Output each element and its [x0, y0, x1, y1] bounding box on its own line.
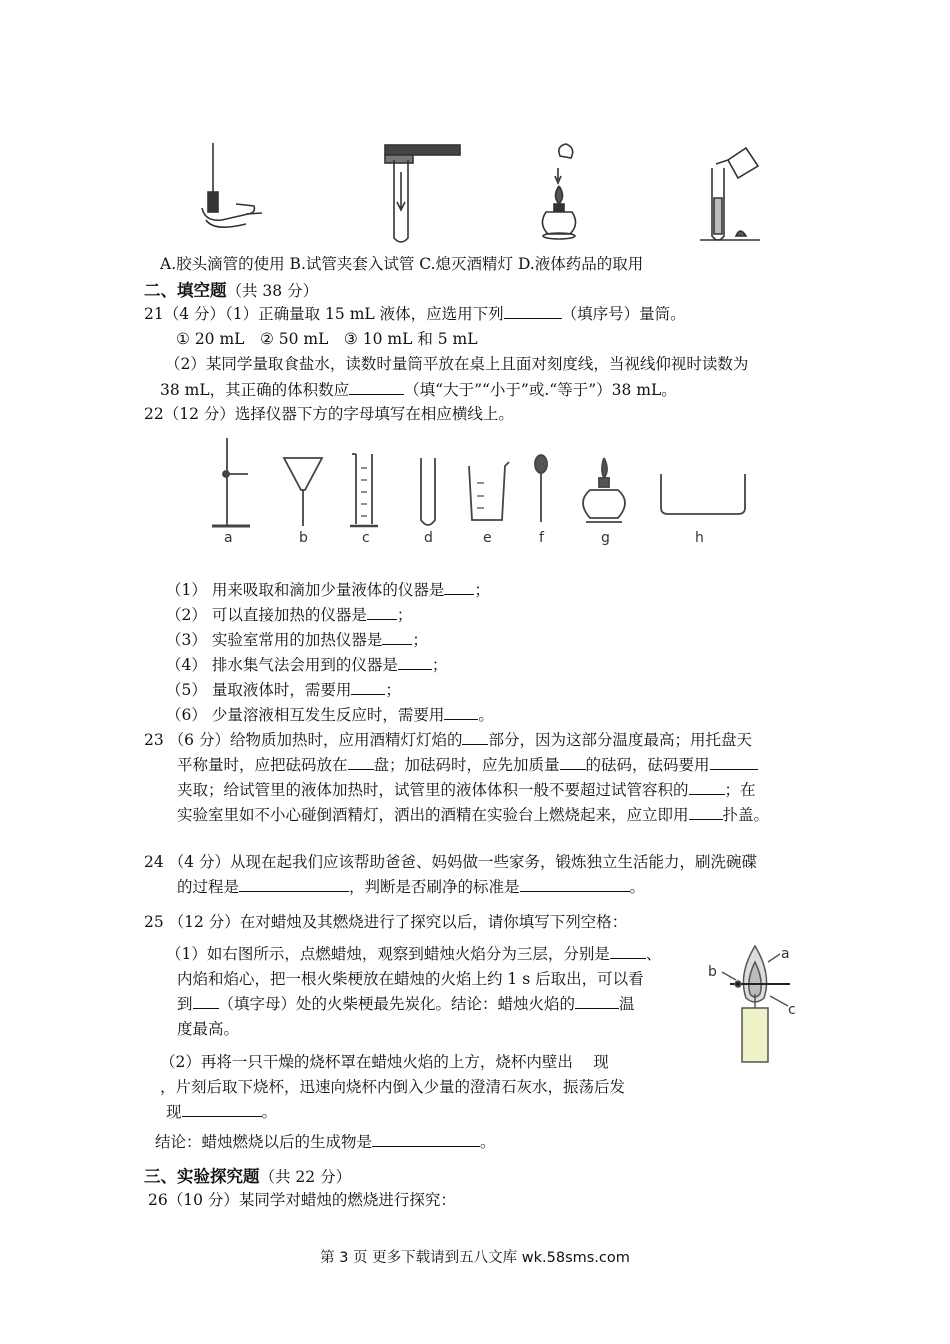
section-3-score: （共 22 分）: [259, 1168, 352, 1186]
q22-item-text: 量取液体时，需要用: [211, 681, 352, 699]
candle-flame-figure: [700, 940, 810, 1070]
q25-p1-line-1: [166, 942, 661, 964]
q22-item-num: （6）: [166, 706, 207, 724]
q25-text: （1）如右图所示，点燃蜡烛，观察到蜡烛火焰分为三层，分别是: [166, 945, 610, 963]
q22-item-5: [166, 678, 401, 700]
q24-text: 。: [629, 878, 646, 896]
q23-line-1: [144, 728, 752, 750]
q22-item-4: [166, 653, 447, 675]
q25-text: 。: [480, 1133, 496, 1151]
q22-item-text: 可以直接加热的仪器是: [211, 606, 367, 624]
section-2-title: 二、填空题: [144, 281, 227, 300]
flame-label-b: b: [708, 964, 717, 980]
q21-part2-text-2: （填“大于”“小于”或.“等于”）38 mL。: [404, 381, 677, 399]
apparatus-label-b: b: [299, 530, 308, 546]
q21-part2-line2: [160, 378, 677, 400]
q22-item-end: ；: [474, 581, 490, 599]
q25-text: 现: [166, 1103, 182, 1121]
q25-blank-4[interactable]: [182, 1101, 262, 1118]
q22-item-end: ；: [385, 681, 401, 699]
q25-p2-line-1: （2）再将一只干燥的烧杯罩在蜡烛火焰的上方，烧杯内壁出 现: [160, 1053, 609, 1071]
top-figure-caption: A.胶头滴管的使用 B.试管夹套入试管 C.熄灭酒精灯 D.液体药品的取用: [160, 255, 644, 273]
q21-blank-1[interactable]: [504, 303, 562, 320]
q25-blank-1[interactable]: [610, 943, 646, 960]
q23-text: 夹取；给试管里的液体加热时，试管里的液体体积一般不要超过试管容积的: [177, 781, 689, 799]
q22-item-end: ；: [396, 606, 413, 624]
q25-blank-5[interactable]: [372, 1131, 480, 1148]
q22-item-end: 。: [478, 706, 494, 724]
q23-line-4: [177, 803, 769, 825]
dropper-icon: [535, 455, 547, 522]
q25-p2-line-3: [166, 1100, 277, 1122]
q21-options: ① 20 mL ② 50 mL ③ 10 mL 和 5 mL: [176, 330, 478, 348]
q24-text: ，判断是否刷净的标准是: [349, 878, 520, 896]
q21-blank-2[interactable]: [349, 379, 404, 396]
q23-blank-2[interactable]: [348, 754, 374, 771]
q25-conclusion: [155, 1130, 496, 1152]
q22-blank-4[interactable]: [398, 654, 432, 671]
q24-line-2: [177, 875, 645, 897]
q23-text: 盘；加砝码时，应先加质量: [373, 756, 560, 774]
flame-label-a: a: [781, 946, 790, 962]
dropper-use-illustration: [202, 143, 262, 227]
test-tube-icon: [421, 458, 435, 525]
q25-text: 到: [177, 995, 193, 1013]
q25-blank-2[interactable]: [193, 993, 219, 1010]
q22-stem: 22（12 分）选择仪器下方的字母填写在相应横线上。: [144, 405, 514, 423]
q24-text: 的过程是: [177, 878, 240, 896]
q22-item-num: （3）: [166, 631, 207, 649]
q23-text: 的砝码，砝码要用: [585, 756, 710, 774]
q22-blank-2[interactable]: [367, 604, 397, 621]
q23-line-3: [177, 778, 756, 800]
q25-text: 结论：蜡烛燃烧以后的生成物是: [155, 1133, 373, 1151]
apparatus-label-e: e: [483, 530, 492, 546]
q23-text: 23 （6 分）给物质加热时，应用酒精灯灯焰的: [144, 731, 463, 749]
q23-blank-5[interactable]: [689, 779, 725, 796]
alcohol-lamp-icon: [583, 458, 625, 522]
q23-text: 扑盖。: [722, 806, 770, 824]
apparatus-label-g: g: [601, 530, 610, 546]
q25-stem: 25 （12 分）在对蜡烛及其燃烧进行了探究以后，请你填写下列空格：: [144, 913, 628, 931]
q22-item-6: [166, 703, 494, 725]
q22-blank-3[interactable]: [382, 629, 412, 646]
q23-text: 平称量时，应把砝码放在: [177, 756, 348, 774]
top-operations-figure: [0, 0, 950, 260]
q25-text: （填字母）处的火柴梗最先炭化。结论：蜡烛火焰的: [218, 995, 576, 1013]
section-3-title: 三、实验探究题: [144, 1167, 260, 1186]
section-2-score: （共 38 分）: [226, 282, 319, 300]
tube-clamp-illustration: [385, 145, 460, 242]
q23-text: 实验室里如不小心碰倒酒精灯，洒出的酒精在实验台上燃烧起来，应立即用: [177, 806, 689, 824]
q22-blank-6[interactable]: [444, 704, 478, 721]
q24-blank-1[interactable]: [239, 876, 349, 893]
apparatus-label-f: f: [539, 530, 544, 546]
q22-blank-1[interactable]: [444, 579, 474, 596]
q23-blank-4[interactable]: [710, 754, 758, 771]
q22-item-num: （4）: [166, 656, 207, 674]
q22-item-1: [166, 578, 490, 600]
q22-item-num: （5）: [166, 681, 207, 699]
q25-p1-line-2: 内焰和焰心，把一根火柴梗放在蜡烛的火焰上约 1 s 后取出，可以看: [177, 970, 644, 988]
q25-text: 、: [645, 945, 662, 963]
q26-stem: 26（10 分）某同学对蜡烛的燃烧进行探究：: [148, 1191, 456, 1209]
q23-blank-6[interactable]: [689, 804, 723, 821]
q25-p1-line-4: 度最高。: [177, 1020, 240, 1038]
apparatus-label-a: a: [224, 530, 233, 546]
q23-blank-3[interactable]: [560, 754, 586, 771]
apparatus-label-c: c: [362, 530, 370, 546]
q23-blank-1[interactable]: [462, 729, 488, 746]
q22-item-num: （2）: [166, 606, 207, 624]
section-2-heading: [144, 277, 318, 301]
page-footer: 第 3 页 更多下载请到五八文库 wk.58sms.com: [320, 1250, 630, 1266]
q22-item-3: [166, 628, 428, 650]
q22-item-2: [166, 603, 412, 625]
extinguish-lamp-illustration: [542, 144, 575, 239]
q21-stem-text: 21（4 分）（1）正确量取 15 mL 液体，应选用下列: [144, 305, 504, 323]
q24-line-1: 24 （4 分）从现在起我们应该帮助爸爸、妈妈做一些家务，锻炼独立生活能力，刷洗碗碟: [144, 853, 757, 871]
q25-text: 。: [261, 1103, 278, 1121]
q25-text: 温: [619, 995, 635, 1013]
q21-part2-text: 38 mL，其正确的体积数应: [160, 381, 350, 399]
q22-apparatus-figure: [0, 428, 950, 548]
flame-label-c: c: [788, 1002, 796, 1018]
q22-item-text: 少量溶液相互发生反应时，需要用: [211, 706, 445, 724]
q25-blank-3[interactable]: [575, 993, 619, 1010]
q22-item-text: 用来吸取和滴加少量液体的仪器是: [211, 581, 445, 599]
q22-item-num: （1）: [166, 581, 207, 599]
q22-item-text: 排水集气法会用到的仪器是: [211, 656, 398, 674]
apparatus-label-h: h: [695, 530, 704, 546]
funnel-icon: [284, 458, 322, 526]
q23-text: 部分，因为这部分温度最高；用托盘天: [488, 731, 752, 749]
q22-item-text: 实验室常用的加热仪器是: [211, 631, 383, 649]
q23-line-2: [177, 753, 758, 775]
q21-stem: [144, 302, 686, 324]
evaporating-dish-icon: [661, 474, 745, 514]
pour-liquid-illustration: [700, 148, 760, 240]
q23-text: ；在: [724, 781, 756, 799]
iron-stand-icon: [212, 438, 250, 526]
q21-part2-line1: （2）某同学量取食盐水，读数时量筒平放在桌上且面对刻度线，当视线仰视时读数为: [165, 355, 749, 373]
q24-blank-2[interactable]: [520, 876, 630, 893]
beaker-icon: [469, 462, 509, 520]
q22-blank-5[interactable]: [351, 679, 385, 696]
graduated-cylinder-icon: [350, 454, 378, 526]
apparatus-label-d: d: [424, 530, 433, 546]
q22-item-end: ；: [431, 656, 448, 674]
q25-p2-line-2: ，片刻后取下烧杯，迅速向烧杯内倒入少量的澄清石灰水，振荡后发: [160, 1078, 626, 1096]
q22-item-end: ；: [412, 631, 428, 649]
q21-stem-text-2: （填序号）量筒。: [561, 305, 686, 323]
q25-p1-line-3: [177, 992, 635, 1014]
section-3-heading: [144, 1163, 351, 1187]
